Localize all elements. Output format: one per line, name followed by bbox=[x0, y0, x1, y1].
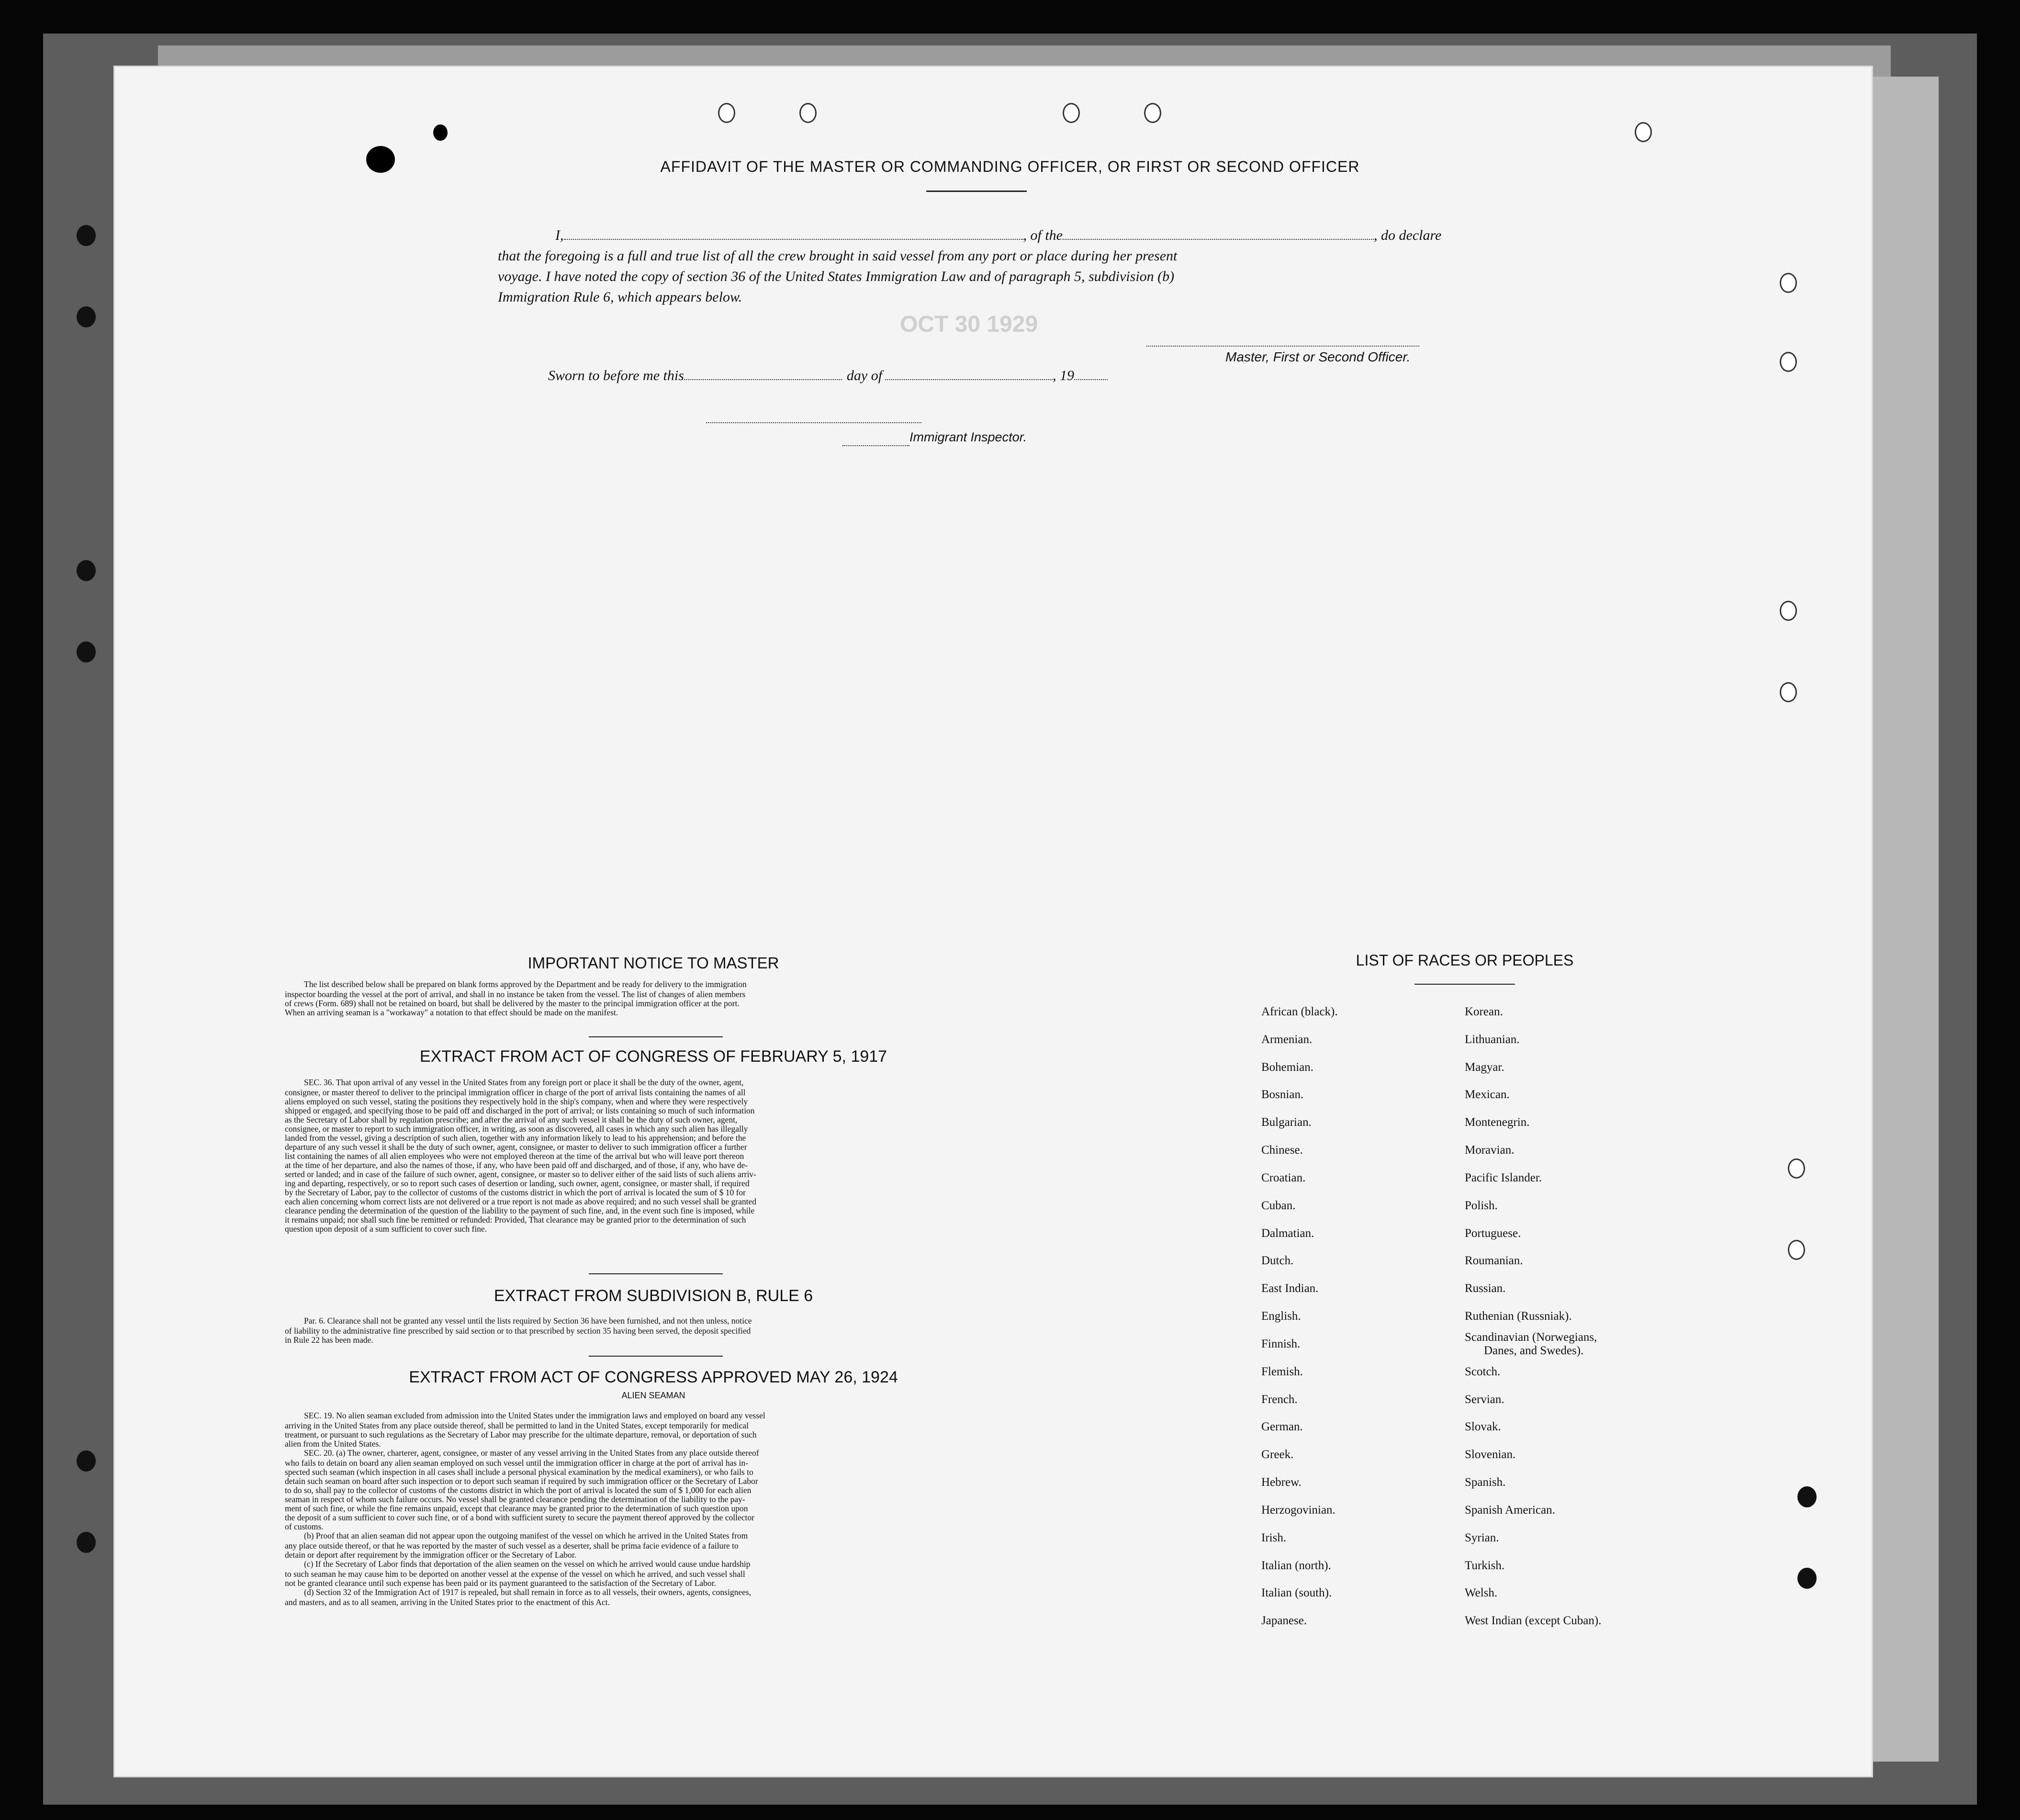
binder-hole bbox=[1780, 273, 1797, 293]
binder-hole bbox=[1635, 122, 1652, 142]
extract-rule6-title: EXTRACT FROM SUBDIVISION B, RULE 6 bbox=[494, 1287, 813, 1305]
binder-hole bbox=[718, 103, 735, 123]
binder-hole bbox=[77, 1532, 96, 1553]
extract-1924-line: arriving in the United States from any place outside thereof, shall be permitted to land in the United States, except temporarily for medical bbox=[285, 1421, 749, 1430]
extract-1924-line: seaman in respect of whom such failure occurs. No vessel shall be granted clearance pending the determination of the liability to the pay- bbox=[285, 1494, 745, 1504]
race-right-item: Welsh. bbox=[1465, 1586, 1498, 1599]
inspector-signature-blank-2 bbox=[842, 435, 909, 446]
affidavit-text: , do declare bbox=[1374, 227, 1442, 243]
affidavit-line-4: Immigration Rule 6, which appears below. bbox=[498, 289, 742, 305]
extract-1917-line: SEC. 36. That upon arrival of any vessel in the United States from any foreign port or place it shall be the duty of the owner, agent, bbox=[304, 1078, 744, 1087]
extract-1924-line: and masters, and as to all seamen, arriving in the United States prior to the enactment of this Act. bbox=[285, 1597, 610, 1607]
race-left-item: Croatian. bbox=[1261, 1171, 1306, 1184]
extract-rule6-line: Par. 6. Clearance shall not be granted any vessel until the lists required by Section 36 have been furnished, and not then unless, notice bbox=[304, 1316, 752, 1326]
binder-hole bbox=[1788, 1158, 1805, 1179]
extract-1924-line: the deposit of a sum sufficient to cover such fine, or of a bond with sufficient surety to secure the payment thereof approved by the collector bbox=[285, 1513, 754, 1522]
race-left-item: Italian (south). bbox=[1261, 1586, 1332, 1599]
extract-1917-line: it remains unpaid; nor shall such fine be remitted or refunded: Provided, That clearance may be granted prior to the determination of such bbox=[285, 1215, 746, 1225]
affidavit-line-1 bbox=[498, 225, 1455, 246]
race-left-item: Flemish. bbox=[1261, 1365, 1303, 1378]
race-left-item: Italian (north). bbox=[1261, 1559, 1331, 1572]
binder-hole bbox=[77, 641, 96, 663]
extract-1924-line: treatment, or pursuant to such regulations as the Secretary of Labor may prescribe for the ultimate departure, removal, or deportation of such bbox=[285, 1430, 757, 1439]
extract-1924-subtitle: ALIEN SEAMAN bbox=[621, 1391, 685, 1400]
affidavit-text: I, bbox=[555, 227, 564, 243]
race-right-item: Roumanian. bbox=[1465, 1254, 1523, 1267]
extract-1924-line: (d) Section 32 of the Immigration Act of 1917 is repealed, but shall remain in force as to all vessels, their owners, agents, consignees, bbox=[304, 1587, 752, 1597]
extract-1917-title: EXTRACT FROM ACT OF CONGRESS OF FEBRUARY 5, 1917 bbox=[419, 1047, 887, 1066]
extract-1924-line: spected such seaman (which inspection in all cases shall include a personal physical examination by the medical examiners), or who fails to bbox=[285, 1467, 753, 1477]
race-right-item: Turkish. bbox=[1465, 1559, 1505, 1572]
signature-caption: Master, First or Second Officer. bbox=[1225, 349, 1411, 364]
binder-hole bbox=[1144, 103, 1161, 123]
race-right-item: Moravian. bbox=[1465, 1144, 1515, 1157]
vessel-blank bbox=[1063, 228, 1374, 240]
race-right-item: Korean. bbox=[1465, 1005, 1503, 1018]
race-right-item: Slovak. bbox=[1465, 1420, 1501, 1433]
race-left-item: Bulgarian. bbox=[1261, 1116, 1312, 1129]
race-right-item: Montenegrin. bbox=[1465, 1116, 1530, 1129]
extract-1917-line: consignee, or master thereof to deliver to the principal immigration officer in charge of the port of arrival lists containing the names of all bbox=[285, 1088, 746, 1097]
extract-1917-line: each alien concerning whom correct lists are not delivered or a true report is not made as above required; and no such vessel shall be granted bbox=[285, 1197, 756, 1206]
notice-line: of crews (Form. 689) shall not be retained on board, but shall be delivered by the master to the principal immigration officer at the port. bbox=[285, 999, 740, 1008]
affidavit-body bbox=[498, 225, 1455, 307]
extract-1924-line: to do so, shall pay to the collector of customs of the customs district in which the port of arrival is located the sum of $ 1,000 for each alien bbox=[285, 1485, 752, 1495]
extract-1924-line: to such seaman he may cause him to be deported on another vessel at the expense of the vessel on which he arrived, and such vessel shall bbox=[285, 1569, 745, 1579]
race-right-item: Danes, and Swedes). bbox=[1484, 1344, 1584, 1357]
extract-rule6-line: in Rule 22 has been made. bbox=[285, 1335, 373, 1345]
extract-1924-line: SEC. 20. (a) The owner, charterer, agent, consignee, or master of any vessel arriving in the United States from any place outside thereof bbox=[304, 1448, 759, 1458]
extract-1924-line: of customs. bbox=[285, 1522, 324, 1531]
race-left-item: Cuban. bbox=[1261, 1199, 1296, 1212]
race-right-item: Scandinavian (Norwegians, bbox=[1465, 1331, 1597, 1344]
race-left-item: Armenian. bbox=[1261, 1033, 1313, 1046]
extract-1917-line: question upon deposit of a sum sufficient to cover such fine. bbox=[285, 1224, 487, 1234]
extract-1917-line: departure of any such vessel it shall be the duty of such owner, agent, consignee, or master to deliver to such immigration officer a further bbox=[285, 1142, 747, 1152]
race-left-item: Dalmatian. bbox=[1261, 1227, 1314, 1240]
race-left-item: Greek. bbox=[1261, 1448, 1294, 1461]
binder-hole bbox=[799, 103, 817, 123]
sworn-day-blank bbox=[684, 369, 842, 380]
affidavit-title-rule bbox=[926, 191, 1027, 192]
binder-hole bbox=[77, 225, 96, 246]
notice-line: The list described below shall be prepared on blank forms approved by the Department and be ready for delivery to the immigration bbox=[304, 979, 747, 989]
race-right-item: Spanish American. bbox=[1465, 1504, 1555, 1517]
race-right-item: Ruthenian (Russniak). bbox=[1465, 1310, 1572, 1323]
race-right-item: Pacific Islander. bbox=[1465, 1171, 1542, 1184]
binder-hole bbox=[1063, 103, 1080, 123]
race-left-item: Finnish. bbox=[1261, 1337, 1301, 1350]
race-right-item: Mexican. bbox=[1465, 1088, 1510, 1101]
race-right-item: Lithuanian. bbox=[1465, 1033, 1520, 1046]
extract-1924-line: alien from the United States. bbox=[285, 1439, 381, 1449]
notice-line: inspector boarding the vessel at the port of arrival, and shall in no instance be taken from the vessel. The list of changes of alien members bbox=[285, 989, 746, 999]
binder-hole bbox=[77, 560, 96, 581]
inspector-signature-blank bbox=[706, 412, 921, 423]
extract-1924-line: detain or deport after requirement by the immigration officer or the Secretary of Labor. bbox=[285, 1550, 577, 1560]
extract-1924-line: any place outside thereof, or that he was reported by the master of such vessel as a deserter, shall be prima facie evidence of a failure to bbox=[285, 1541, 739, 1550]
affidavit-title: AFFIDAVIT OF THE MASTER OR COMMANDING OFFICER, OR FIRST OR SECOND OFFICER bbox=[660, 158, 1360, 175]
section-divider bbox=[589, 1036, 723, 1037]
race-left-item: Bohemian. bbox=[1261, 1061, 1314, 1074]
extract-1924-body bbox=[285, 1411, 1024, 1607]
race-left-item: French. bbox=[1261, 1393, 1298, 1406]
race-right-item: West Indian (except Cuban). bbox=[1465, 1614, 1602, 1627]
sworn-line bbox=[548, 368, 1108, 384]
section-divider bbox=[589, 1356, 723, 1357]
race-right-item: Scotch. bbox=[1465, 1365, 1501, 1378]
affidavit-text: , of the bbox=[1023, 227, 1063, 243]
race-left-item: Chinese. bbox=[1261, 1144, 1303, 1157]
race-left-item: Japanese. bbox=[1261, 1614, 1307, 1627]
signature-blank bbox=[1146, 335, 1419, 347]
name-blank bbox=[564, 228, 1023, 240]
extract-1917-line: ing and departing, respectively, or so to report such cases of desertion or landing, such owner, agent, consignee, or master shall, if required bbox=[285, 1179, 750, 1188]
inspector-caption: Immigrant Inspector. bbox=[909, 430, 1027, 444]
extract-1924-line: (c) If the Secretary of Labor finds that deportation of the alien seamen on the vessel on which he arrived would cause undue hardship bbox=[304, 1559, 751, 1569]
extract-1924-line: detain such seaman on board after such inspection or to deport such seaman if required by such immigration officer or the Secretary of Labor bbox=[285, 1476, 758, 1486]
show-through-date-stamp: OCT 30 1929 bbox=[900, 312, 1038, 337]
ink-blot bbox=[433, 124, 448, 141]
extract-rule6-body bbox=[285, 1316, 1024, 1345]
race-right-item: Magyar. bbox=[1465, 1061, 1504, 1074]
extract-1917-body bbox=[285, 1078, 1024, 1234]
extract-1917-line: as the Secretary of Labor shall by regulation prescribe; and after the arrival of any such vessel it shall be the duty of such owner, agent, bbox=[285, 1115, 738, 1124]
race-right-item: Russian. bbox=[1465, 1282, 1506, 1295]
sworn-month-blank bbox=[885, 369, 1053, 380]
race-left-item: English. bbox=[1261, 1310, 1301, 1323]
race-left-item: East Indian. bbox=[1261, 1282, 1319, 1295]
extract-1917-line: serted or landed; and in case of the failure of such owner, agent, consignee, or master so to deliver either of the said lists of such aliens arriv- bbox=[285, 1169, 756, 1179]
race-right-item: Servian. bbox=[1465, 1393, 1504, 1406]
extract-1917-line: aliens employed on such vessel, stating the positions they respectively hold in the ship's company, when and where they were respectively bbox=[285, 1097, 748, 1106]
race-left-item: Herzogovinian. bbox=[1261, 1504, 1335, 1517]
notice-line: When an arriving seaman is a "workaway" a notation to that effect should be made on the manifest. bbox=[285, 1008, 618, 1017]
race-left-item: African (black). bbox=[1261, 1005, 1338, 1018]
extract-1917-line: list containing the names of all alien employees who were not employed thereon at the time of the arrival but who will leave port thereon bbox=[285, 1151, 744, 1161]
binder-hole bbox=[77, 306, 96, 327]
extract-1917-line: at the time of her departure, and also the names of those, if any, who have been paid off and discharged, and of those, if any, who have de- bbox=[285, 1160, 748, 1170]
extract-1917-line: by the Secretary of Labor, pay to the collector of customs of the customs district in which the port of arrival is located the sum of $ 10 for bbox=[285, 1188, 746, 1197]
race-left-item: Dutch. bbox=[1261, 1254, 1294, 1267]
extract-1924-line: ment of such fine, or while the fine remains unpaid, except that clearance may be granted prior to the determination of such question upon bbox=[285, 1504, 748, 1513]
section-divider bbox=[589, 1273, 723, 1274]
race-left-item: Hebrew. bbox=[1261, 1476, 1302, 1489]
extract-1924-line: (b) Proof that an alien seaman did not appear upon the outgoing manifest of the vessel on which he arrived in the United States from bbox=[304, 1531, 748, 1540]
binder-hole bbox=[1780, 601, 1797, 621]
races-title-rule bbox=[1414, 984, 1515, 985]
binder-hole bbox=[1780, 352, 1797, 372]
affidavit-line-3: voyage. I have noted the copy of section 36 of the United States Immigration Law and of paragraph 5, subdivision (b) bbox=[498, 269, 1175, 284]
race-left-item: Irish. bbox=[1261, 1531, 1287, 1544]
side-strip bbox=[1867, 77, 1939, 1762]
notice-title: IMPORTANT NOTICE TO MASTER bbox=[527, 954, 779, 972]
notice-body bbox=[285, 980, 1024, 1017]
extract-1917-line: consignee, or master to report to such immigration officer, in writing, as soon as discovered, all cases in which any such alien has illegally bbox=[285, 1124, 748, 1134]
extract-1924-line: not be granted clearance until such expense has been paid or its payment guaranteed to the satisfaction of the Secretary of Labor. bbox=[285, 1578, 716, 1588]
extract-1917-line: landed from the vessel, giving a description of such alien, together with any information likely to lead to his apprehension; and before the bbox=[285, 1133, 746, 1143]
extract-1917-line: clearance pending the determination of the question of the liability to the payment of such fine, and, in the event such fine is imposed, while bbox=[285, 1206, 755, 1215]
sworn-year-blank bbox=[1074, 369, 1108, 380]
extract-1924-title: EXTRACT FROM ACT OF CONGRESS APPROVED MAY 26, 1924 bbox=[409, 1368, 898, 1386]
binder-hole bbox=[77, 1450, 96, 1472]
extract-1917-line: shipped or engaged, and specifying those to be paid off and discharged in the port of arrival; or lists containing so much of such information bbox=[285, 1106, 755, 1115]
sworn-text: day of bbox=[846, 368, 883, 383]
extract-1924-line: SEC. 19. No alien seaman excluded from admission into the United States under the immigration laws and employed on board any vessel bbox=[304, 1411, 765, 1420]
race-right-item: Polish. bbox=[1465, 1199, 1498, 1212]
race-right-item: Portuguese. bbox=[1465, 1227, 1521, 1240]
extract-rule6-line: of liability to the administrative fine prescribed by said section or to that prescribed by section 35 having been served, the deposit specified bbox=[285, 1326, 751, 1336]
binder-hole bbox=[1797, 1486, 1817, 1507]
sworn-text: , 19 bbox=[1053, 368, 1075, 383]
binder-hole bbox=[1788, 1240, 1805, 1260]
binder-hole bbox=[1780, 682, 1797, 702]
race-right-item: Syrian. bbox=[1465, 1531, 1499, 1544]
binder-hole bbox=[1797, 1568, 1817, 1589]
race-right-item: Spanish. bbox=[1465, 1476, 1506, 1489]
race-left-item: Bosnian. bbox=[1261, 1088, 1304, 1101]
race-left-item: German. bbox=[1261, 1420, 1303, 1433]
races-title: LIST OF RACES OR PEOPLES bbox=[1356, 952, 1574, 969]
race-right-item: Slovenian. bbox=[1465, 1448, 1516, 1461]
sworn-text: Sworn to before me this bbox=[548, 368, 684, 383]
affidavit-line-2: that the foregoing is a full and true list of all the crew brought in said vessel from any port or place during her present bbox=[498, 248, 1178, 264]
extract-1924-line: who fails to detain on board any alien seaman employed on such vessel until the immigration officer in charge at the port of arrival has in- bbox=[285, 1458, 748, 1468]
